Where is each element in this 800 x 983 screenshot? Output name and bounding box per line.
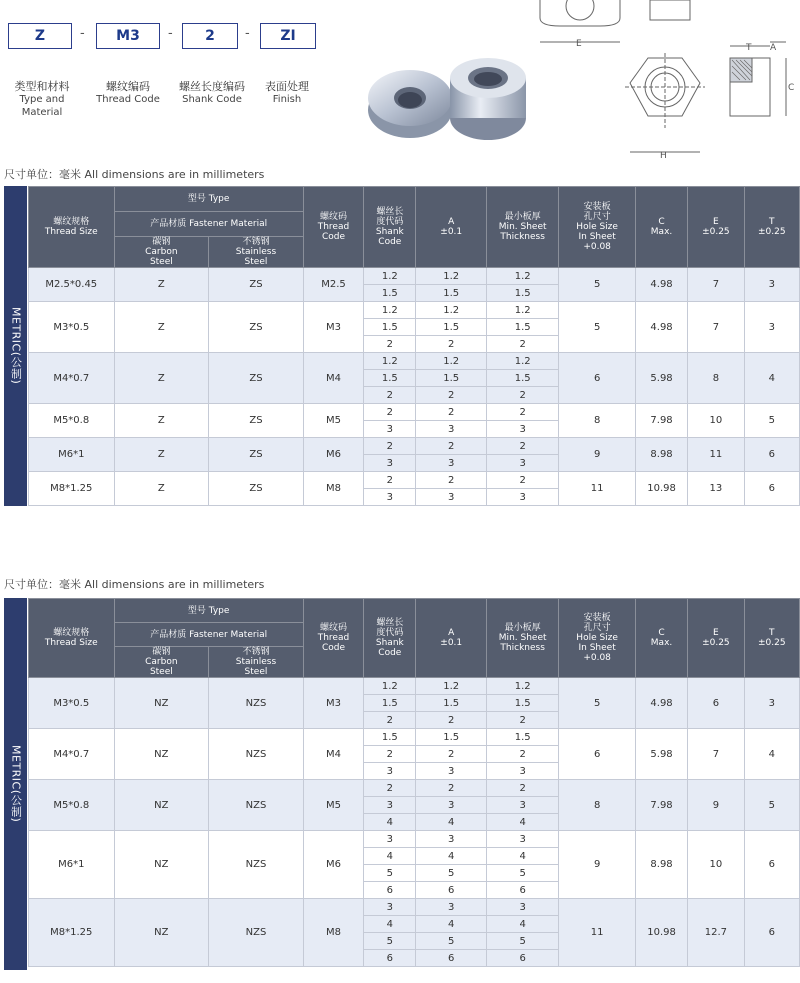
cell-min-sheet: 5 <box>486 865 558 882</box>
cell-shank-code: 3 <box>364 763 416 780</box>
cell-min-sheet: 1.2 <box>486 268 558 285</box>
cell-a: 1.5 <box>416 695 486 712</box>
cell-hole-size: 9 <box>559 831 635 899</box>
cell-thread-code: M5 <box>303 780 363 831</box>
cell-c: 8.98 <box>635 438 687 472</box>
cell-e: 9 <box>688 780 744 831</box>
spec-table-2 <box>4 598 800 970</box>
col-header-t: T ±0.25 <box>744 187 799 268</box>
cell-thread-size: M2.5*0.45 <box>29 268 115 302</box>
col-header-thread-code: 螺纹码 Thread Code <box>303 187 363 268</box>
cell-min-sheet: 2 <box>486 472 558 489</box>
dim-label-a: A <box>770 43 777 53</box>
col-header-carbon-steel: 碳钢 Carbon Steel <box>114 237 209 268</box>
cell-min-sheet: 3 <box>486 797 558 814</box>
col-header-a: A ±0.1 <box>416 187 486 268</box>
cell-min-sheet: 6 <box>486 882 558 899</box>
col-header-material: 产品材质 Fastener Material <box>114 623 303 647</box>
col-header-thread-code: 螺纹码 Thread Code <box>303 599 363 678</box>
cell-min-sheet: 1.5 <box>486 319 558 336</box>
cell-c: 7.98 <box>635 404 687 438</box>
side-label-text: METRIC(公制) <box>9 307 23 385</box>
cell-e: 12.7 <box>688 899 744 967</box>
cell-shank-code: 4 <box>364 916 416 933</box>
code-box-finish: ZI <box>260 23 316 49</box>
code-caption-thread <box>92 80 164 106</box>
cell-a: 1.5 <box>416 285 486 302</box>
cell-t: 3 <box>744 678 799 729</box>
cell-a: 5 <box>416 865 486 882</box>
cell-a: 2 <box>416 780 486 797</box>
cell-c: 10.98 <box>635 472 687 506</box>
cell-e: 7 <box>688 302 744 353</box>
cell-hole-size: 8 <box>559 404 635 438</box>
cell-a: 3 <box>416 455 486 472</box>
cell-min-sheet: 2 <box>486 387 558 404</box>
cell-a: 1.5 <box>416 370 486 387</box>
cell-thread-code: M6 <box>303 438 363 472</box>
units-note: 尺寸单位：毫米 All dimensions are in millimeters <box>4 168 265 181</box>
col-header-type: 型号 Type <box>114 187 303 212</box>
spec-table-1-grid <box>28 186 800 506</box>
cell-shank-code: 5 <box>364 865 416 882</box>
code-box-shank: 2 <box>182 23 238 49</box>
cell-e: 10 <box>688 831 744 899</box>
cell-e: 11 <box>688 438 744 472</box>
cell-t: 6 <box>744 831 799 899</box>
cell-a: 4 <box>416 916 486 933</box>
nut-product-image <box>360 48 540 148</box>
cell-hole-size: 11 <box>559 472 635 506</box>
cell-min-sheet: 3 <box>486 455 558 472</box>
cell-e: 8 <box>688 353 744 404</box>
cell-a: 2 <box>416 712 486 729</box>
spec-table-2-grid <box>28 598 800 967</box>
cell-stainless-code: ZS <box>209 438 304 472</box>
cell-shank-code: 2 <box>364 336 416 353</box>
table-row <box>29 438 800 455</box>
code-dash: - <box>80 26 85 41</box>
table-row <box>29 472 800 489</box>
cell-carbon-code: Z <box>114 302 209 353</box>
cell-c: 5.98 <box>635 353 687 404</box>
code-box-type: Z <box>8 23 72 49</box>
dim-label-h: H <box>660 151 667 161</box>
cell-min-sheet: 2 <box>486 746 558 763</box>
table-row <box>29 831 800 848</box>
cell-min-sheet: 1.2 <box>486 678 558 695</box>
table-row <box>29 899 800 916</box>
cell-thread-code: M4 <box>303 353 363 404</box>
cell-a: 2 <box>416 404 486 421</box>
cell-shank-code: 3 <box>364 455 416 472</box>
code-caption-finish <box>256 80 318 106</box>
cell-shank-code: 1.5 <box>364 319 416 336</box>
col-header-stainless-steel: 不锈钢 Stainless Steel <box>209 237 304 268</box>
col-header-carbon-steel: 碳钢 Carbon Steel <box>114 647 209 678</box>
col-header-c: C Max. <box>635 599 687 678</box>
cell-a: 2 <box>416 387 486 404</box>
table-row <box>29 678 800 695</box>
cell-hole-size: 9 <box>559 438 635 472</box>
col-header-stainless-steel: 不锈钢 Stainless Steel <box>209 647 304 678</box>
cell-thread-size: M5*0.8 <box>29 404 115 438</box>
cell-thread-code: M5 <box>303 404 363 438</box>
col-header-hole-size: 安装板 孔尺寸 Hole Size In Sheet +0.08 <box>559 599 635 678</box>
caption-cn: 类型和材料 <box>14 80 70 93</box>
cell-shank-code: 6 <box>364 950 416 967</box>
nut-drawing-side-view <box>620 38 800 162</box>
cell-min-sheet: 1.5 <box>486 729 558 746</box>
cell-shank-code: 2 <box>364 404 416 421</box>
cell-c: 10.98 <box>635 899 687 967</box>
cell-a: 1.2 <box>416 353 486 370</box>
code-dash: - <box>245 26 250 41</box>
cell-thread-size: M8*1.25 <box>29 899 115 967</box>
cell-a: 1.2 <box>416 268 486 285</box>
cell-a: 2 <box>416 336 486 353</box>
cell-carbon-code: NZ <box>114 729 209 780</box>
cell-shank-code: 3 <box>364 899 416 916</box>
cell-thread-size: M4*0.7 <box>29 353 115 404</box>
cell-carbon-code: Z <box>114 353 209 404</box>
cell-min-sheet: 2 <box>486 404 558 421</box>
cell-a: 3 <box>416 899 486 916</box>
code-box-thread: M3 <box>96 23 160 49</box>
cell-a: 3 <box>416 421 486 438</box>
cell-min-sheet: 5 <box>486 933 558 950</box>
dim-label-c: C <box>788 83 795 93</box>
cell-stainless-code: NZS <box>209 678 304 729</box>
cell-min-sheet: 1.5 <box>486 370 558 387</box>
cell-a: 6 <box>416 882 486 899</box>
cell-c: 4.98 <box>635 268 687 302</box>
col-header-t: T ±0.25 <box>744 599 799 678</box>
cell-t: 3 <box>744 302 799 353</box>
cell-shank-code: 2 <box>364 780 416 797</box>
cell-a: 2 <box>416 438 486 455</box>
caption-en: Shank Code <box>182 94 242 105</box>
cell-min-sheet: 3 <box>486 831 558 848</box>
cell-a: 3 <box>416 831 486 848</box>
col-header-thread-size: 螺纹规格 Thread Size <box>29 187 115 268</box>
spec-table-1 <box>4 186 800 506</box>
col-header-e: E ±0.25 <box>688 599 744 678</box>
cell-hole-size: 5 <box>559 268 635 302</box>
cell-c: 4.98 <box>635 678 687 729</box>
table-row <box>29 302 800 319</box>
table-row <box>29 268 800 285</box>
cell-min-sheet: 6 <box>486 950 558 967</box>
cell-shank-code: 2 <box>364 387 416 404</box>
cell-a: 3 <box>416 763 486 780</box>
col-header-min-sheet: 最小板厚 Min. Sheet Thickness <box>486 187 558 268</box>
cell-thread-size: M6*1 <box>29 831 115 899</box>
caption-cn: 表面处理 <box>265 80 309 93</box>
cell-thread-size: M4*0.7 <box>29 729 115 780</box>
dim-label-e: E <box>576 39 582 48</box>
cell-a: 1.2 <box>416 678 486 695</box>
code-dash: - <box>168 26 173 41</box>
part-number-legend <box>0 0 340 120</box>
cell-shank-code: 3 <box>364 831 416 848</box>
cell-thread-code: M4 <box>303 729 363 780</box>
cell-c: 7.98 <box>635 780 687 831</box>
cell-stainless-code: NZS <box>209 780 304 831</box>
dim-label-t: T <box>746 43 752 53</box>
cell-stainless-code: ZS <box>209 353 304 404</box>
cell-stainless-code: NZS <box>209 899 304 967</box>
cell-hole-size: 5 <box>559 302 635 353</box>
cell-shank-code: 1.5 <box>364 729 416 746</box>
cell-thread-size: M3*0.5 <box>29 678 115 729</box>
cell-min-sheet: 4 <box>486 814 558 831</box>
code-caption-shank <box>170 80 254 106</box>
cell-thread-size: M8*1.25 <box>29 472 115 506</box>
cell-carbon-code: NZ <box>114 831 209 899</box>
cell-shank-code: 1.5 <box>364 370 416 387</box>
cell-carbon-code: Z <box>114 472 209 506</box>
cell-stainless-code: ZS <box>209 404 304 438</box>
cell-a: 6 <box>416 950 486 967</box>
cell-shank-code: 2 <box>364 746 416 763</box>
cell-shank-code: 1.5 <box>364 285 416 302</box>
caption-cn: 螺纹编码 <box>106 80 150 93</box>
cell-hole-size: 5 <box>559 678 635 729</box>
cell-carbon-code: NZ <box>114 780 209 831</box>
cell-min-sheet: 2 <box>486 712 558 729</box>
cell-min-sheet: 1.2 <box>486 353 558 370</box>
table-row <box>29 404 800 421</box>
caption-en: Finish <box>272 94 302 105</box>
cell-shank-code: 1.2 <box>364 353 416 370</box>
caption-en: Thread Code <box>96 94 160 105</box>
cell-e: 7 <box>688 268 744 302</box>
col-header-min-sheet: 最小板厚 Min. Sheet Thickness <box>486 599 558 678</box>
side-label-metric <box>4 186 27 506</box>
header-row <box>29 599 800 623</box>
side-label-text: METRIC(公制) <box>9 745 23 823</box>
cell-hole-size: 6 <box>559 353 635 404</box>
cell-t: 3 <box>744 268 799 302</box>
cell-hole-size: 11 <box>559 899 635 967</box>
table-row <box>29 353 800 370</box>
col-header-shank-code: 螺丝长 度代码 Shank Code <box>364 187 416 268</box>
cell-min-sheet: 3 <box>486 899 558 916</box>
cell-t: 6 <box>744 899 799 967</box>
caption-cn: 螺丝长度编码 <box>179 80 245 93</box>
col-header-hole-size: 安装板 孔尺寸 Hole Size In Sheet +0.08 <box>559 187 635 268</box>
cell-thread-size: M3*0.5 <box>29 302 115 353</box>
cell-t: 4 <box>744 729 799 780</box>
cell-min-sheet: 4 <box>486 916 558 933</box>
caption-en: Type and Material <box>19 94 65 118</box>
cell-carbon-code: Z <box>114 404 209 438</box>
cell-carbon-code: Z <box>114 438 209 472</box>
cell-a: 3 <box>416 489 486 506</box>
cell-min-sheet: 1.5 <box>486 695 558 712</box>
cell-thread-size: M6*1 <box>29 438 115 472</box>
cell-carbon-code: NZ <box>114 678 209 729</box>
cell-min-sheet: 1.5 <box>486 285 558 302</box>
cell-carbon-code: Z <box>114 268 209 302</box>
cell-thread-code: M6 <box>303 831 363 899</box>
cell-stainless-code: ZS <box>209 302 304 353</box>
col-header-material: 产品材质 Fastener Material <box>114 212 303 237</box>
cell-min-sheet: 3 <box>486 421 558 438</box>
cell-stainless-code: ZS <box>209 268 304 302</box>
cell-e: 10 <box>688 404 744 438</box>
cell-shank-code: 3 <box>364 421 416 438</box>
cell-shank-code: 1.2 <box>364 678 416 695</box>
cell-shank-code: 5 <box>364 933 416 950</box>
col-header-a: A ±0.1 <box>416 599 486 678</box>
cell-thread-code: M2.5 <box>303 268 363 302</box>
cell-t: 5 <box>744 780 799 831</box>
cell-shank-code: 1.2 <box>364 268 416 285</box>
cell-thread-code: M8 <box>303 899 363 967</box>
cell-a: 4 <box>416 814 486 831</box>
cell-e: 6 <box>688 678 744 729</box>
cell-carbon-code: NZ <box>114 899 209 967</box>
cell-min-sheet: 2 <box>486 336 558 353</box>
cell-c: 5.98 <box>635 729 687 780</box>
cell-min-sheet: 3 <box>486 489 558 506</box>
cell-a: 2 <box>416 472 486 489</box>
table-row <box>29 780 800 797</box>
header-row <box>29 187 800 212</box>
col-header-shank-code: 螺丝长 度代码 Shank Code <box>364 599 416 678</box>
cell-min-sheet: 1.2 <box>486 302 558 319</box>
cell-thread-code: M3 <box>303 302 363 353</box>
cell-a: 4 <box>416 848 486 865</box>
cell-shank-code: 2 <box>364 472 416 489</box>
cell-c: 4.98 <box>635 302 687 353</box>
cell-shank-code: 3 <box>364 489 416 506</box>
cell-hole-size: 8 <box>559 780 635 831</box>
cell-shank-code: 6 <box>364 882 416 899</box>
cell-shank-code: 1.5 <box>364 695 416 712</box>
cell-shank-code: 4 <box>364 814 416 831</box>
cell-e: 13 <box>688 472 744 506</box>
cell-hole-size: 6 <box>559 729 635 780</box>
cell-shank-code: 2 <box>364 712 416 729</box>
col-header-thread-size: 螺纹规格 Thread Size <box>29 599 115 678</box>
cell-a: 1.5 <box>416 319 486 336</box>
cell-t: 6 <box>744 438 799 472</box>
cell-min-sheet: 4 <box>486 848 558 865</box>
col-header-type: 型号 Type <box>114 599 303 623</box>
cell-a: 5 <box>416 933 486 950</box>
cell-min-sheet: 2 <box>486 780 558 797</box>
cell-thread-code: M3 <box>303 678 363 729</box>
col-header-e: E ±0.25 <box>688 187 744 268</box>
cell-a: 1.2 <box>416 302 486 319</box>
cell-shank-code: 4 <box>364 848 416 865</box>
cell-shank-code: 3 <box>364 797 416 814</box>
cell-shank-code: 1.2 <box>364 302 416 319</box>
cell-stainless-code: ZS <box>209 472 304 506</box>
cell-stainless-code: NZS <box>209 831 304 899</box>
col-header-c: C Max. <box>635 187 687 268</box>
side-label-metric <box>4 598 27 970</box>
cell-a: 1.5 <box>416 729 486 746</box>
cell-a: 3 <box>416 797 486 814</box>
cell-stainless-code: NZS <box>209 729 304 780</box>
cell-e: 7 <box>688 729 744 780</box>
table-row <box>29 729 800 746</box>
cell-min-sheet: 2 <box>486 438 558 455</box>
cell-shank-code: 2 <box>364 438 416 455</box>
cell-c: 8.98 <box>635 831 687 899</box>
cell-t: 4 <box>744 353 799 404</box>
cell-t: 5 <box>744 404 799 438</box>
cell-min-sheet: 3 <box>486 763 558 780</box>
cell-thread-size: M5*0.8 <box>29 780 115 831</box>
units-note: 尺寸单位：毫米 All dimensions are in millimeters <box>4 578 265 591</box>
cell-t: 6 <box>744 472 799 506</box>
cell-thread-code: M8 <box>303 472 363 506</box>
cell-a: 2 <box>416 746 486 763</box>
code-caption-type <box>0 80 84 119</box>
